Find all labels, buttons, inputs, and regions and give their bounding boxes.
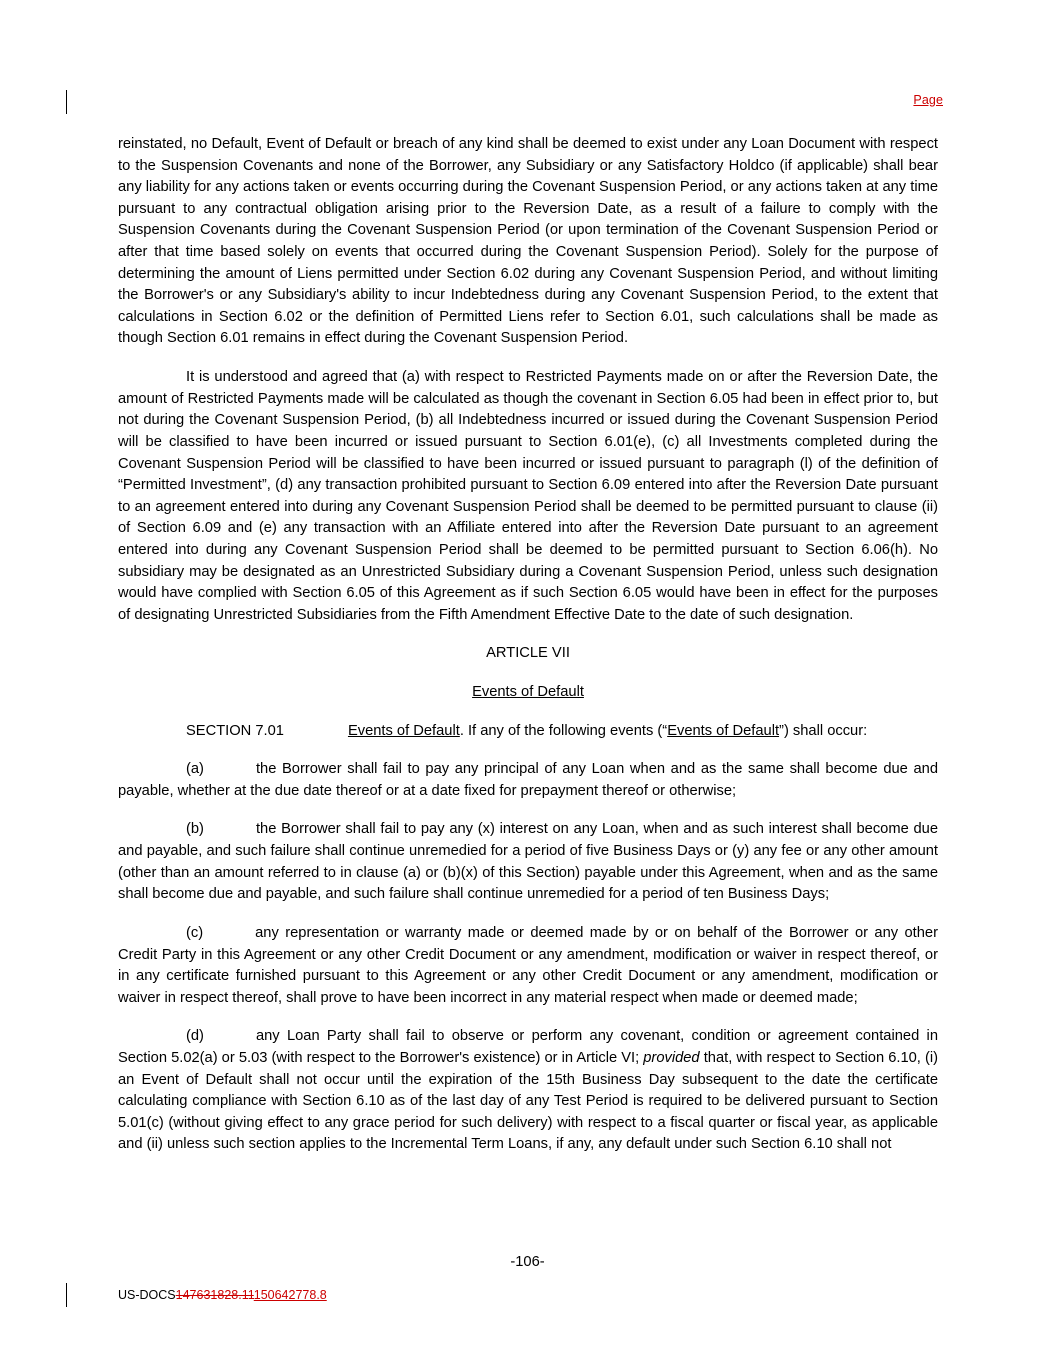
change-bar-top	[66, 90, 67, 114]
page-number: -106-	[510, 1254, 545, 1270]
clause-b-text: the Borrower shall fail to pay any (x) interest on any Loan, when and as such interest shall become due and payable, and such failure shall continue unremedied for a period of five Business Days or (y) any fee or any other amount (other than an amount referred to in clause (a) or (b)(x) of this Section) payable under this Agreement, when and as the same shall become due and payable, and such failure shall continue unremedied for a period of ten Business Days;	[118, 821, 938, 903]
section-text-post: ”) shall occur:	[779, 722, 868, 739]
paragraph-continuation: reinstated, no Default, Event of Default or breach of any kind shall be deemed to exist under any Loan Document with respect to the Suspension Covenants and none of the Borrower, any Subsidiary or any Satisfactory Holdco (if applicable) shall bear any liability for any actions taken or events occurring during the Covenant Suspension Period, or any actions taken at any time pursuant to any contractual obligation arising prior to the Reversion Date, as a result of a failure to comply with the Suspension Covenants during the Covenant Suspension Period (or upon termination of the Covenant Suspension Period or after that time based solely on events that occurred during the Covenant Suspension Period). Solely for the purpose of determining the amount of Liens permitted under Section 6.02 during any Covenant Suspension Period, and without limiting the Borrower's or any Subsidiary's ability to incur Indebtedness during any Covenant Suspension Period, to the extent that calculations in Section 6.02 or the definition of Permitted Liens refer to Section 6.01, such calculations shall be made as though Section 6.01 remains in effect during the Covenant Suspension Period.	[118, 136, 938, 347]
clause-a	[118, 759, 938, 802]
clause-a-text: the Borrower shall fail to pay any principal of any Loan when and as the same shall become due and payable, whether at the due date thereof or at a date fixed for prepayment thereof or otherwise;	[118, 761, 938, 799]
footer-docs-prefix: US-DOCS	[118, 1288, 176, 1302]
paragraph-understood-agreed: It is understood and agreed that (a) with respect to Restricted Payments made on or after the Reversion Date, the amount of Restricted Payments made will be calculated as though the covenant in Section 6.05 had been in effect prior to, but not during the Covenant Suspension Period, (b) all Indebtedness incurred or issued during the Covenant Suspension Period will be classified to have been incurred or issued pursuant to Section 6.01(e), (c) all Investments completed during the Covenant Suspension Period will be classified to have been incurred or issued pursuant to paragraph (l) of the definition of “Permitted Investment”, (d) any transaction prohibited pursuant to Section 6.09 entered into after the Reversion Date pursuant to an agreement entered into during any Covenant Suspension Period shall be deemed to be permitted pursuant to clause (ii) of Section 6.09 and (e) any transaction with an Affiliate entered into after the Reversion Date pursuant to an agreement entered into during any Covenant Suspension Period shall be deemed to be permitted pursuant to Section 6.06(h). No subsidiary may be designated as an Unrestricted Subsidiary during a Covenant Suspension Period, unless such designation would have complied with Section 6.05 of this Agreement as if such Section 6.05 would have been in effect for the purposes of designating Unrestricted Subsidiaries from the Fifth Amendment Effective Date to the date of such designation.	[118, 369, 938, 623]
section-defined-term: Events of Default	[667, 722, 780, 739]
footer-docs-inserted: 150642778.8	[253, 1288, 327, 1302]
section-text-pre: . If any of the following events (“	[459, 722, 668, 739]
clause-c-letter: (c)	[186, 924, 204, 941]
document-body	[118, 134, 938, 1173]
clause-c	[118, 923, 938, 1009]
clause-b-letter: (b)	[186, 821, 204, 838]
clause-d-text-post: that, with respect to Section 6.10, (i) an Event of Default shall not occur until the expiration of the 15th Business Day subsequent to the date the certificate calculating compliance with Section 6.10 as of the last day of any Test Period is required to be delivered pursuant to Section 5.01(c) (without giving effect to any grace period for such delivery) with respect to a fiscal quarter or fiscal year, as applicable and (ii) unless such section applies to the Incremental Term Loans, if any, any default under such Section 6.10 shall not	[118, 1049, 938, 1153]
clause-b	[118, 819, 938, 905]
section-7-01	[118, 721, 938, 743]
change-bar-bottom	[66, 1283, 67, 1307]
document-footer	[118, 1288, 327, 1302]
page-header-label: Page	[913, 93, 943, 107]
footer-docs-deleted: 147631828.11	[175, 1288, 254, 1302]
article-subtitle	[118, 682, 938, 704]
clause-d-provided: provided	[643, 1049, 700, 1066]
article-subtitle-text: Events of Default	[472, 684, 584, 701]
clause-d-text-pre: any Loan Party shall fail to observe or perform any covenant, condition or agreement contained in Section 5.02(a) or 5.03 (with respect to the Borrower's existence) or in Article VI;	[118, 1028, 938, 1066]
clause-c-text: any representation or warranty made or deemed made by or on behalf of the Borrower or any other Credit Party in this Agreement or any other Credit Document or any amendment, modification or waiver in respect thereof, or in any certificate furnished pursuant to this Agreement or any other Credit Document or any amendment, modification or waiver in respect thereof, shall prove to have been incorrect in any material respect when made or deemed made;	[118, 924, 938, 1006]
article-title: ARTICLE VII	[486, 645, 570, 662]
clause-d-letter: (d)	[186, 1028, 204, 1045]
clause-a-letter: (a)	[186, 761, 204, 778]
clause-d	[118, 1026, 938, 1156]
section-number: SECTION 7.01	[186, 722, 284, 739]
section-heading: Events of Default	[347, 722, 460, 739]
